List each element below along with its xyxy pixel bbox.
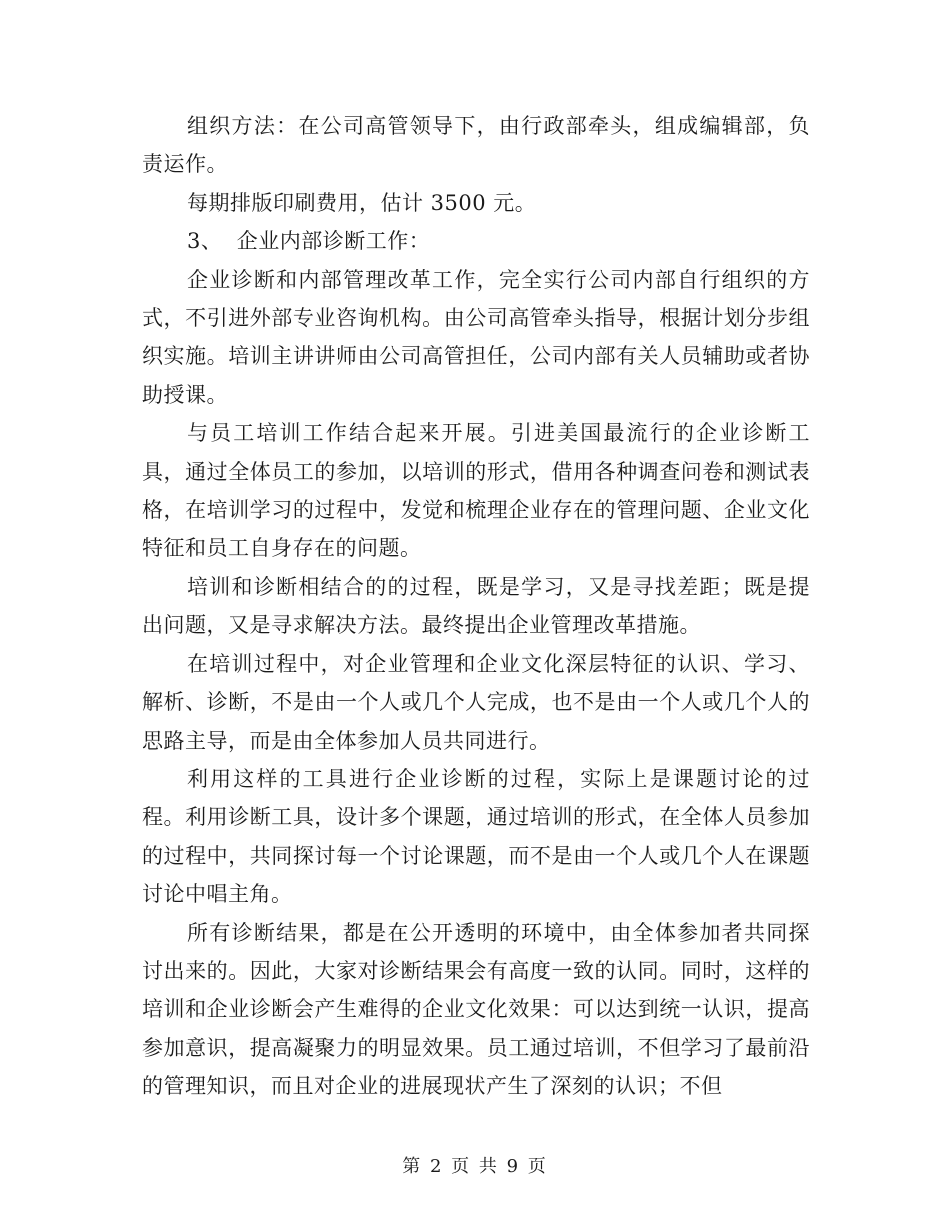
paragraph-training-combination: 与员工培训工作结合起来开展。引进美国最流行的企业诊断工具，通过全体员工的参加，以培训的形式，借用各种调查问卷和测试表格，在培训学习的过程中，发觉和梳理企业存在的管理问题、企业文化特征和员工自身存在的问题。: [142, 421, 810, 561]
section-heading-internal-diagnosis: 3、 企业内部诊断工作：: [187, 229, 431, 254]
paragraph-diagnosis-reform: 企业诊断和内部管理改革工作，完全实行公司内部自行组织的方式，不引进外部专业咨询机构。由公司高管牵头指导，根据计划分步组织实施。培训主讲讲师由公司高管担任，公司内部有关人员辅助或者协助授课。: [142, 267, 810, 407]
paragraph-organization-method: 组织方法：在公司高管领导下，由行政部牵头，组成编辑部，负责运作。: [142, 114, 810, 177]
paragraph-diagnosis-results: 所有诊断结果，都是在公开透明的环境中，由全体参加者共同探讨出来的。因此，大家对诊断结果会有高度一致的认同。同时，这样的培训和企业诊断会产生难得的企业文化效果：可以达到统一认识，提高参加意识，提高凝聚力的明显效果。员工通过培训，不但学习了最前沿的管理知识，而且对企业的进展现状产生了深刻的认识；不但: [142, 920, 810, 1099]
document-body: [142, 107, 810, 1106]
paragraph-printing-cost: 每期排版印刷费用，估计 3500 元。: [187, 190, 537, 215]
paragraph-topic-discussion: 利用这样的工具进行企业诊断的过程，实际上是课题讨论的过程。利用诊断工具，设计多个课题，通过培训的形式，在全体人员参加的过程中，共同探讨每一个讨论课题，而不是由一个人或几个人在课题讨论中唱主角。: [142, 766, 810, 907]
paragraph-training-understanding: 在培训过程中，对企业管理和企业文化深层特征的认识、学习、解析、诊断，不是由一个人或几个人完成，也不是由一个人或几个人的思路主导，而是由全体参加人员共同进行。: [142, 651, 810, 753]
page-number-footer: 第 2 页 共 9 页: [402, 1156, 548, 1177]
paragraph-training-diagnosis-process: 培训和诊断相结合的的过程，既是学习，又是寻找差距；既是提出问题，又是寻求解决方法。最终提出企业管理改革措施。: [142, 574, 810, 638]
